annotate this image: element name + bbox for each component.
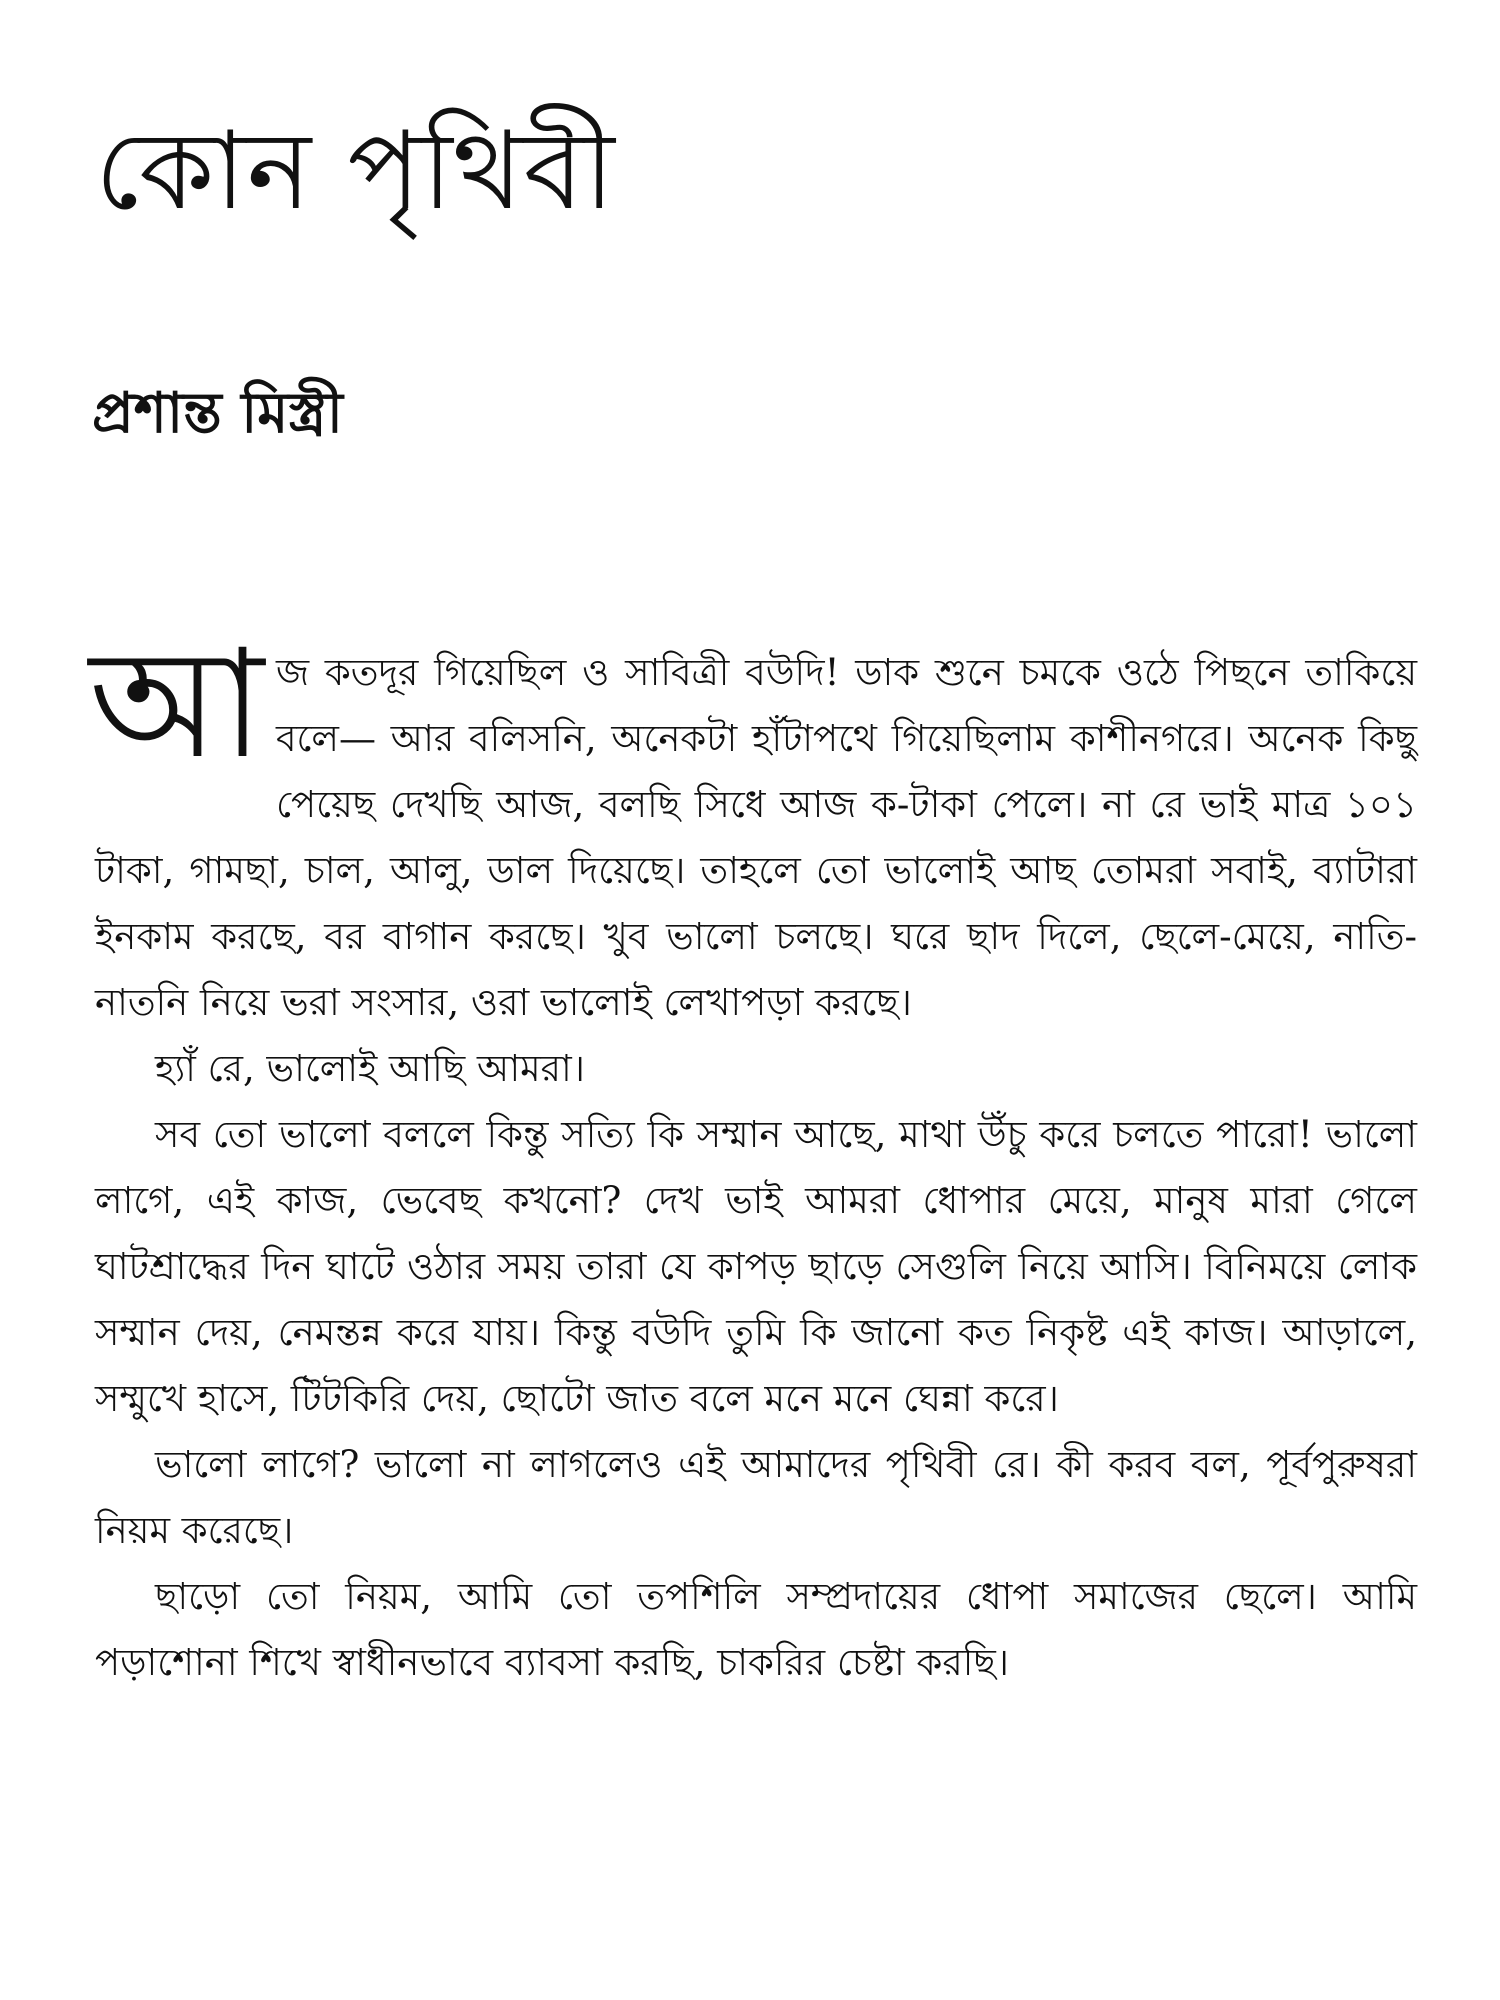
- story-body: [89, 618, 1417, 1696]
- author-name: প্রশান্ত মিস্ত্রী: [92, 380, 343, 446]
- opening-paragraph-text: জ কতদূর গিয়েছিল ও সাবিত্রী বউদি! ডাক শুনে চমকে ওঠে পিছনে তাকিয়ে বলে— আর বলিসনি, অনেকটা হাঁটাপথে গিয়েছিলাম কাশীনগরে। অনেক কিছু পেয়েছ দেখছি আজ, বলছি সিধে আজ ক-টাকা পেলে। না রে ভাই মাত্র ১০১ টাকা, গামছা, চাল, আলু, ডাল দিয়েছে। তাহলে তো ভালোই আছ তোমরা সবাই, ব্যাটারা ইনকাম করছে, বর বাগান করছে। খুব ভালো চলছে। ঘরে ছাদ দিলে, ছেলে-মেয়ে, নাতি-নাতনি নিয়ে ভরা সংসার, ওরা ভালোই লেখাপড়া করছে।: [95, 651, 1417, 1024]
- paragraph: ভালো লাগে? ভালো না লাগলেও এই আমাদের পৃথিবী রে। কী করব বল, পূর্বপুরুষরা নিয়ম করেছে।: [95, 1443, 1417, 1552]
- story-title: কোন পৃথিবী: [95, 109, 616, 234]
- opening-paragraph: [89, 618, 1417, 1036]
- paragraph: সব তো ভালো বললে কিন্তু সত্যি কি সম্মান আছে, মাথা উঁচু করে চলতে পারো! ভালো লাগে, এই কাজ, ভেবেছ কখনো? দেখ ভাই আমরা ধোপার মেয়ে, মানুষ মারা গেলে ঘাটশ্রাদ্ধের দিন ঘাটে ওঠার সময় তারা যে কাপড় ছাড়ে সেগুলি নিয়ে আসি। বিনিময়ে লোক সম্মান দেয়, নেমন্তন্ন করে যায়। কিন্তু বউদি তুমি কি জানো কত নিকৃষ্ট এই কাজ। আড়ালে, সম্মুখে হাসে, টিটকিরি দেয়, ছোটো জাত বলে মনে মনে ঘেন্না করে।: [95, 1113, 1417, 1420]
- paragraph: হ্যাঁ রে, ভালোই আছি আমরা।: [155, 1047, 585, 1090]
- paragraph: ছাড়ো তো নিয়ম, আমি তো তপশিলি সম্প্রদায়ের ধোপা সমাজের ছেলে। আমি পড়াশোনা শিখে স্বাধীনভাবে ব্যাবসা করছি, চাকরির চেষ্টা করছি।: [95, 1575, 1417, 1684]
- drop-cap: আ: [89, 618, 264, 792]
